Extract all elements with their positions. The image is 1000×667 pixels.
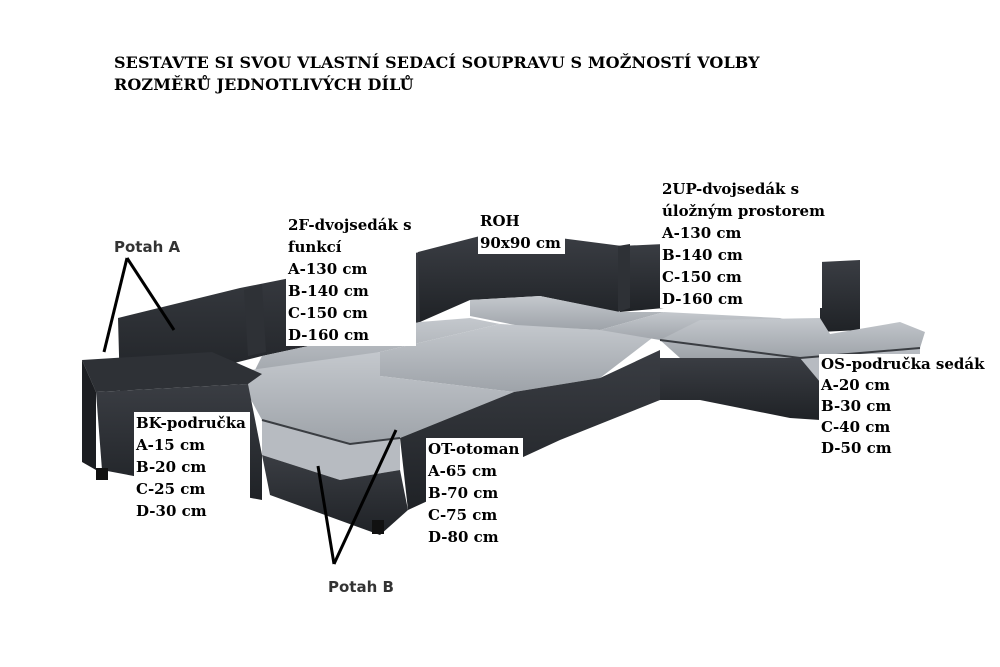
label-roh (478, 210, 565, 254)
label-2up-size-b: B-140 cm (662, 246, 743, 264)
label-os-size-b: B-30 cm (821, 397, 892, 415)
label-2f-size-a: A-130 cm (288, 260, 368, 278)
label-2up-size-c: C-150 cm (662, 268, 742, 286)
label-bk (134, 412, 250, 524)
label-2f-title-1: 2F-dvojsedák s (288, 216, 412, 234)
label-os (819, 354, 989, 459)
label-roh-title-1: ROH (480, 212, 520, 230)
label-os-size-d: D-50 cm (821, 439, 892, 457)
label-os-size-a: A-20 cm (821, 376, 890, 394)
label-ot-size-b: B-70 cm (428, 484, 499, 502)
label-bk-size-b: B-20 cm (136, 458, 207, 476)
sofa-foot-1 (96, 468, 108, 480)
label-2up-size-d: D-160 cm (662, 290, 744, 308)
label-2up-title-1: 2UP-dvojsedák s (662, 180, 800, 198)
page-title-line-1: SESTAVTE SI SVOU VLASTNÍ SEDACÍ SOUPRAVU S MOŽNOSTÍ VOLBY (114, 53, 760, 72)
label-bk-size-d: D-30 cm (136, 502, 207, 520)
label-ot-title: OT-otoman (428, 440, 520, 458)
label-2f-size-d: D-160 cm (288, 326, 370, 344)
back-cushion-divider-2 (618, 244, 630, 312)
front-base-right (660, 358, 820, 420)
label-ot (426, 438, 523, 550)
label-ot-size-a: A-65 cm (428, 462, 497, 480)
potah-a-label: Potah A (114, 238, 181, 256)
label-2up-title-2: úložným prostorem (662, 202, 825, 220)
sofa-foot-2 (372, 520, 384, 534)
label-2f-size-c: C-150 cm (288, 304, 368, 322)
page-title-line-2: ROZMĚRŮ JEDNOTLIVÝCH DÍLŮ (114, 75, 414, 94)
label-roh-title-2: 90x90 cm (480, 234, 561, 252)
label-os-title: OS-područka sedák (821, 355, 985, 373)
label-bk-size-a: A-15 cm (136, 436, 205, 454)
label-ot-size-c: C-75 cm (428, 506, 498, 524)
label-ot-size-d: D-80 cm (428, 528, 499, 546)
label-bk-size-c: C-25 cm (136, 480, 206, 498)
label-bk-title: BK-područka (136, 414, 246, 432)
label-2f-size-b: B-140 cm (288, 282, 369, 300)
potah-b-label: Potah B (328, 578, 394, 596)
label-2f-title-2: funkcí (288, 238, 342, 256)
os-armrest-back (820, 260, 860, 332)
label-2up-size-a: A-130 cm (662, 224, 742, 242)
label-2f (286, 214, 416, 346)
label-os-size-c: C-40 cm (821, 418, 891, 436)
label-2up (660, 178, 825, 308)
